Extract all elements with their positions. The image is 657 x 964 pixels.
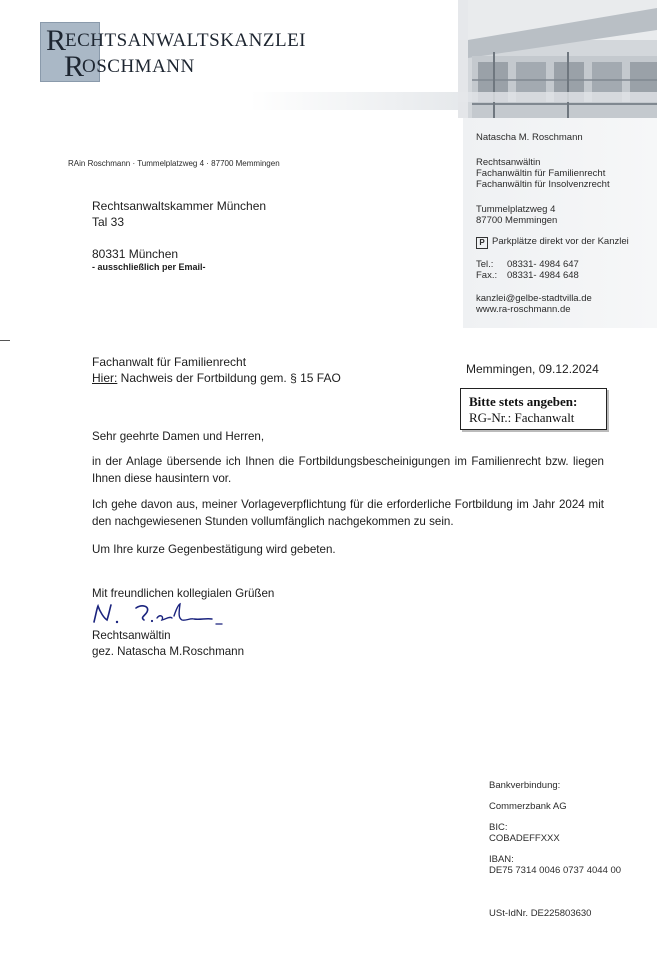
handwritten-signature bbox=[90, 600, 230, 630]
bank-label: Bankverbindung: bbox=[489, 780, 561, 791]
bank-details bbox=[489, 780, 621, 919]
logo-initial-r2: R bbox=[64, 50, 85, 83]
fold-mark bbox=[0, 340, 10, 341]
body-paragraph-3: Um Ihre kurze Gegenbestätigung wird gebeten. bbox=[92, 543, 336, 556]
firm-logo bbox=[40, 22, 330, 84]
recipient-address bbox=[92, 198, 266, 273]
header-photo bbox=[458, 0, 657, 118]
letter-date: Memmingen, 09.12.2024 bbox=[466, 362, 599, 376]
subject-text: Nachweis der Fortbildung gem. § 15 FAO bbox=[117, 371, 341, 385]
bic-label: BIC: bbox=[489, 822, 508, 833]
iban-value: DE75 7314 0046 0737 4044 00 bbox=[489, 865, 622, 876]
sidebar-web[interactable]: www.ra-roschmann.de bbox=[476, 304, 571, 315]
sidebar-fax bbox=[476, 270, 629, 281]
building-photo-icon bbox=[458, 0, 657, 118]
subject-line1: Fachanwalt für Familienrecht bbox=[92, 355, 247, 369]
subject-hier-label: Hier: bbox=[92, 371, 118, 385]
iban-label: IBAN: bbox=[489, 854, 514, 865]
signer-title: Rechtsanwältin bbox=[92, 629, 171, 642]
sidebar-street: Tummelplatzweg 4 bbox=[476, 204, 556, 215]
parking-icon: P bbox=[476, 237, 488, 249]
body-paragraph-1: in der Anlage übersende ich Ihnen die Fortbildungsbescheinigungen im Familienrecht bzw. liegen Ihnen diese hausintern vor. bbox=[92, 455, 604, 485]
reference-value: RG-Nr.: Fachanwalt bbox=[469, 410, 575, 425]
recipient-note: - ausschließlich per Email- bbox=[92, 262, 206, 272]
signature-block bbox=[92, 628, 244, 660]
sidebar-title1: Rechtsanwältin bbox=[476, 157, 541, 168]
sidebar-tel bbox=[476, 259, 629, 270]
parking-text: Parkplätze direkt vor der Kanzlei bbox=[492, 236, 629, 247]
sidebar-name: Natascha M. Roschmann bbox=[476, 132, 583, 143]
recipient-street: Tal 33 bbox=[92, 215, 125, 229]
signer-name: gez. Natascha M.Roschmann bbox=[92, 645, 245, 658]
fax-value: 08331- 4984 648 bbox=[507, 270, 579, 281]
sender-line: RAin Roschmann · Tummelplatzweg 4 · 87700 Memmingen bbox=[68, 159, 280, 168]
subject-line2 bbox=[92, 370, 341, 386]
salutation: Sehr geehrte Damen und Herren, bbox=[92, 430, 265, 443]
logo-line1: ECHTSANWALTSKANZLEI bbox=[65, 30, 307, 51]
recipient-name: Rechtsanwaltskammer München bbox=[92, 199, 267, 213]
vat-id: USt-IdNr. DE225803630 bbox=[489, 908, 592, 919]
sidebar-city: 87700 Memmingen bbox=[476, 215, 558, 226]
reference-label: Bitte stets angeben: bbox=[469, 394, 578, 409]
reference-box bbox=[460, 388, 607, 430]
bic-value: COBADEFFXXX bbox=[489, 833, 560, 844]
fax-label: Fax.: bbox=[476, 270, 498, 281]
sidebar-contact bbox=[476, 132, 629, 315]
logo-line2: OSCHMANN bbox=[82, 56, 195, 77]
body-paragraph-2: Ich gehe davon aus, meiner Vorlageverpflichtung für die erforderliche Fortbildung im Jahr 2024 mit den nachgewiesenen Stunden vollumfänglich nachgekommen zu sein. bbox=[92, 498, 604, 528]
sidebar-title2: Fachanwältin für Familienrecht bbox=[476, 168, 606, 179]
tel-value: 08331- 4984 647 bbox=[507, 259, 579, 270]
recipient-city: 80331 München bbox=[92, 247, 179, 261]
parking-note bbox=[476, 236, 629, 249]
bank-name: Commerzbank AG bbox=[489, 801, 567, 812]
sidebar-email[interactable]: kanzlei@gelbe-stadtvilla.de bbox=[476, 293, 592, 304]
sidebar-title3: Fachanwältin für Insolvenzrecht bbox=[476, 179, 610, 190]
tel-label: Tel.: bbox=[476, 259, 494, 270]
subject bbox=[92, 354, 341, 386]
closing: Mit freundlichen kollegialen Grüßen bbox=[92, 587, 275, 600]
logo-initial-r1: R bbox=[46, 24, 67, 57]
